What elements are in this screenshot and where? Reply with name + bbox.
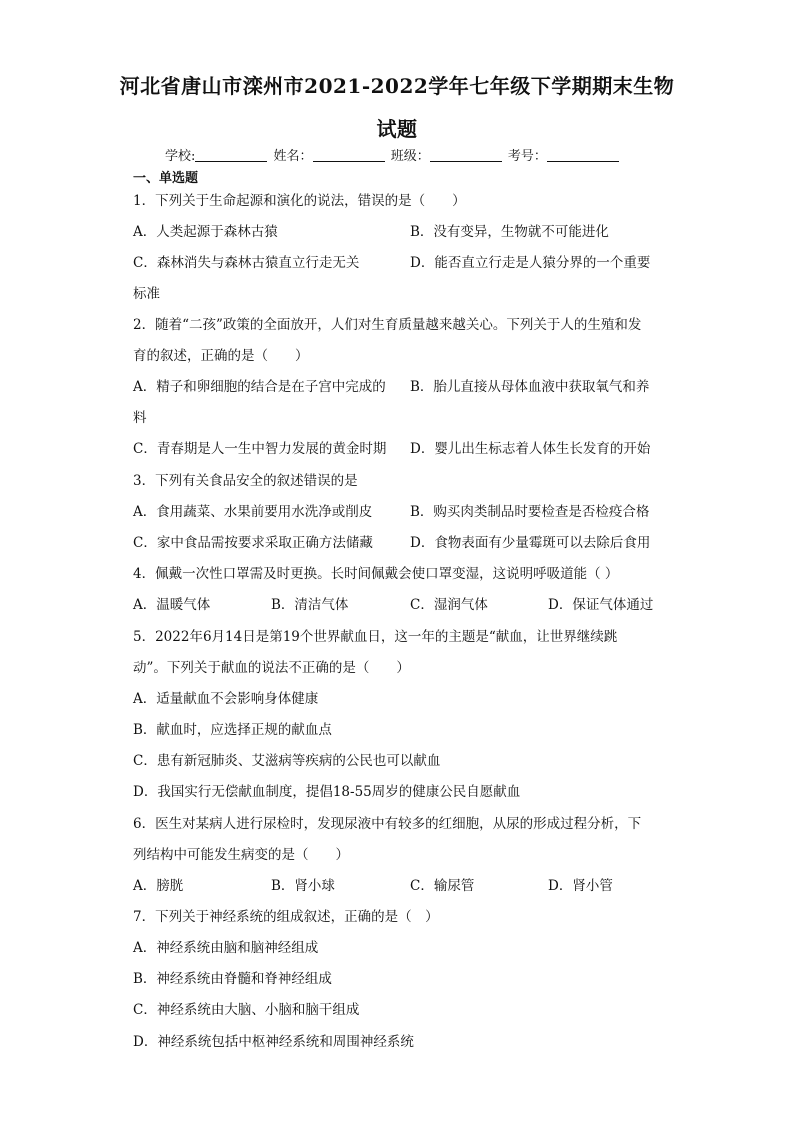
option-d: D．我国实行无偿献血制度，提倡18-55周岁的健康公民自愿献血 bbox=[133, 784, 521, 800]
option-d: D．神经系统包括中枢神经系统和周围神经系统 bbox=[133, 1034, 414, 1050]
question-stem-cont: 列结构中可能发生病变的是（ ） bbox=[133, 847, 349, 863]
question-stem-cont: 动”。下列关于献血的说法不正确的是（ ） bbox=[133, 660, 410, 676]
option-c: C．家中食品需按要求采取正确方法储藏 bbox=[133, 535, 373, 551]
option-b: B．献血时，应选择正规的献血点 bbox=[133, 722, 332, 738]
name-label: 姓名： bbox=[273, 149, 313, 164]
option-b: B．神经系统由脊髓和脊神经组成 bbox=[133, 971, 332, 987]
exam-title-cont: 试题 bbox=[376, 117, 418, 141]
option-b-cont: 料 bbox=[133, 410, 147, 426]
exam-title: 河北省唐山市滦州市2021-2022学年七年级下学期期末生物 bbox=[119, 74, 675, 98]
option-a: A．人类起源于森林古猿 bbox=[133, 224, 278, 240]
exam-no-blank bbox=[547, 149, 619, 162]
option-b: B．购买肉类制品时要检查是否检疫合格 bbox=[410, 504, 650, 520]
option-a: A．温暖气体 bbox=[133, 597, 211, 613]
question-stem-cont: 育的叙述，正确的是（ ） bbox=[133, 348, 309, 364]
option-b: B．肾小球 bbox=[271, 878, 335, 894]
option-d: D．肾小管 bbox=[548, 878, 613, 894]
option-b: B．清洁气体 bbox=[271, 597, 349, 613]
class-blank bbox=[430, 149, 502, 162]
option-d: D．保证气体通过 bbox=[548, 597, 654, 613]
option-b: B．胎儿直接从母体血液中获取氧气和养 bbox=[410, 379, 650, 395]
student-info-row bbox=[165, 145, 621, 164]
school-label: 学校: bbox=[165, 149, 196, 164]
question-stem: 4．佩戴一次性口罩需及时更换。长时间佩戴会使口罩变湿，这说明呼吸道能（ ） bbox=[133, 566, 619, 582]
class-label: 班级： bbox=[390, 149, 430, 164]
option-d-cont: 标准 bbox=[133, 286, 160, 302]
option-a: A．神经系统由脑和脑神经组成 bbox=[133, 940, 319, 956]
option-a: A．精子和卵细胞的结合是在子宫中完成的 bbox=[133, 379, 386, 395]
question-stem: 7．下列关于神经系统的组成叙述，正确的是（ ） bbox=[133, 909, 439, 925]
school-blank bbox=[195, 149, 267, 162]
option-c: C．神经系统由大脑、小脑和脑干组成 bbox=[133, 1002, 360, 1018]
option-c: C．患有新冠肺炎、艾滋病等疾病的公民也可以献血 bbox=[133, 753, 441, 769]
question-stem: 3．下列有关食品安全的叙述错误的是 bbox=[133, 473, 358, 489]
option-d: D．能否直立行走是人猿分界的一个重要 bbox=[410, 255, 651, 271]
option-c: C．森林消失与森林古猿直立行走无关 bbox=[133, 255, 360, 271]
question-stem: 1．下列关于生命起源和演化的说法，错误的是（ ） bbox=[133, 193, 466, 209]
option-d: D．食物表面有少量霉斑可以去除后食用 bbox=[410, 535, 651, 551]
option-c: C．湿润气体 bbox=[410, 597, 488, 613]
option-c: C．输尿管 bbox=[410, 878, 475, 894]
question-stem: 2．随着“二孩”政策的全面放开，人们对生育质量越来越关心。下列关于人的生殖和发 bbox=[133, 317, 642, 333]
option-a: A．适量献血不会影响身体健康 bbox=[133, 691, 319, 707]
option-a: A．膀胱 bbox=[133, 878, 184, 894]
section-heading: 一、单选题 bbox=[133, 171, 199, 186]
exam-no-label: 考号： bbox=[507, 149, 547, 164]
question-stem: 5．2022年6月14日是第19个世界献血日，这一年的主题是“献血，让世界继续跳 bbox=[133, 629, 618, 645]
option-b: B．没有变异，生物就不可能进化 bbox=[410, 224, 609, 240]
option-c: C．青春期是人一生中智力发展的黄金时期 bbox=[133, 441, 387, 457]
question-stem: 6．医生对某病人进行尿检时，发现尿液中有较多的红细胞，从尿的形成过程分析，下 bbox=[133, 816, 642, 832]
name-blank bbox=[313, 149, 385, 162]
option-d: D．婴儿出生标志着人体生长发育的开始 bbox=[410, 441, 651, 457]
option-a: A．食用蔬菜、水果前要用水洗净或削皮 bbox=[133, 504, 373, 520]
